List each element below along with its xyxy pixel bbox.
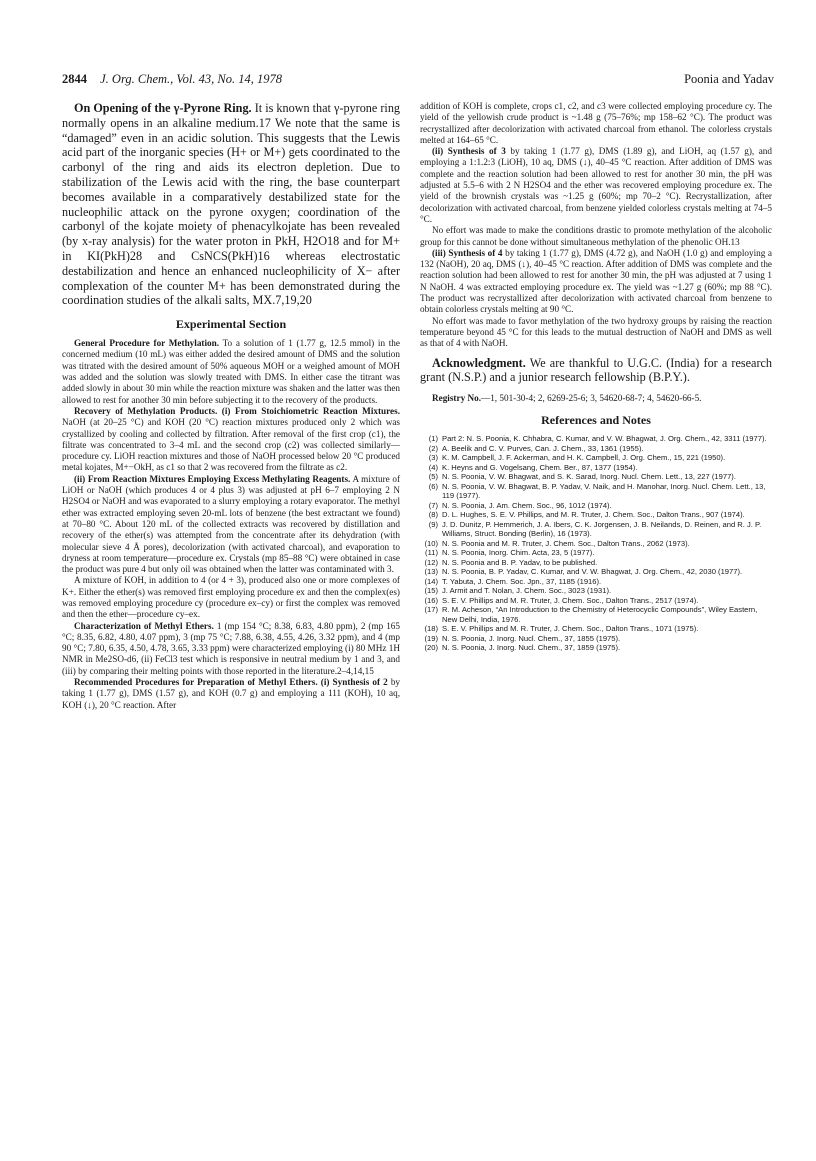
reference-item (420, 520, 772, 539)
reference-number: (13) (424, 567, 438, 577)
recovery-title: Recovery of Methylation Products. (i) From Stoichiometric Reaction Mixtures. (74, 405, 400, 416)
reference-number: (20) (424, 643, 438, 653)
reference-text: N. S. Poonia, Inorg. Chim. Acta, 23, 5 (1977). (442, 548, 595, 558)
reference-number: (6) (428, 481, 438, 491)
general-text: To a solution of 1 (1.77 g, 12.5 mmol) in the concerned medium (10 mL) was either added the desired amount of DMS and the solution was titrated with the desired amount of 50% aqueous MOH or a weighed amount of MOH was added and the solution was slowly treated with DMS. In either case the titrant was added slowly in about 30 min while the reaction mixture was shaken and the latter was then allowed to rest for another 30 min before subjecting it to the recovery of the products. (62, 338, 400, 405)
reference-text: N. S. Poonia, J. Inorg. Nucl. Chem., 37, 1859 (1975). (442, 643, 621, 653)
reference-item (420, 567, 772, 577)
pyrone-paragraph (62, 101, 400, 308)
reference-number: (8) (428, 510, 438, 520)
registry-paragraph (420, 393, 772, 404)
reference-text: D. L. Hughes, S. E. V. Phillips, and M. R. Truter, J. Chem. Soc., Dalton Trans., 907 (1974). (442, 510, 745, 520)
reference-number: (1) (428, 434, 438, 444)
reference-text: N. S. Poonia and B. P. Yadav, to be published. (442, 557, 598, 567)
reference-number: (18) (424, 624, 438, 634)
reference-item (420, 434, 772, 444)
page-header (62, 72, 774, 88)
no-effort-paragraph-2: No effort was made to favor methylation of the two hydroxy groups by raising the reaction temperature beyond 45 °C for this leads to the mutual destruction of NaOH and DMS as well as that of 4 with NaOH. (420, 315, 772, 349)
reference-item (420, 643, 772, 653)
synthesis-3-paragraph (420, 146, 772, 225)
reference-text: J. D. Dunitz, P. Hemmerich, J. A. Ibers, C. K. Jorgensen, J. B. Neilands, D. Reinen, and R. J. P. Williams, Struct. Bonding (Berlin), 16 (1973). (442, 519, 762, 539)
reference-number: (2) (428, 443, 438, 453)
header-left (62, 72, 282, 87)
acknowledgment-title: Acknowledgment. (432, 355, 526, 370)
references-list (420, 434, 772, 653)
reference-text: A. Beelik and C. V. Purves, Can. J. Chem., 33, 1361 (1955). (442, 443, 644, 453)
synthesis-3-text: by taking 1 (1.77 g), DMS (1.89 g), and LiOH, aq (1.57 g), and employing a 1:1.2:3 (LiOH), 10 aq, DMS (↓), 40–45 °C reaction. After addition of DMS was complete and the reaction solution had been allowed to rest for another 30 min, the pH was adjusted at 5.5–6 with 2 N H2SO4 and the ether was recovered employing procedure ex. The yield of the brownish crystals was ~1.25 g (60%; mp 70–2 °C). Recrystallization, after decolorization with activated charcoal, from benzene yielded colorless crystals melting at 74–5 °C. (420, 146, 772, 224)
reference-item (420, 501, 772, 511)
recovery-paragraph (62, 406, 400, 474)
reference-item (420, 548, 772, 558)
reference-text: N. S. Poonia, V. W. Bhagwat, B. P. Yadav, V. Naik, and H. Manohar, Inorg. Nucl. Chem. Lett., 13, 119 (1977). (442, 481, 766, 501)
reference-text: N. S. Poonia, V. W. Bhagwat, and S. K. Sarad, Inorg. Nucl. Chem. Lett., 13, 227 (1977). (442, 472, 736, 482)
reference-number: (15) (424, 586, 438, 596)
reference-number: (16) (424, 595, 438, 605)
reference-item (420, 605, 772, 624)
synthesis-4-title: (iii) Synthesis of 4 (432, 247, 503, 258)
characterization-paragraph (62, 621, 400, 677)
excess-text: A mixture of LiOH or NaOH (which produces 4 or 4 plus 3) was adjusted at pH 6–7 employing 2 N H2SO4 or NaOH and was evaporated to a slurry employing a rotary evaporator. The methyl ether was extracted employing seven 20-mL lots of benzene (the best extractant we found) at 70–80 °C. About 120 mL of the collected extracts was recovered by distillation and recovery of the ether(s) was attempted from the concentrate after its dehydration (with molecular sieve 4 Å pores), decolorization (with activated charcoal), and evaporation to dryness at room temperature—procedure ex. Crystals (mp 85–88 °C) were obtained in case the product was pure 4 but only oil was obtained when the latter was contaminated with 3. (62, 473, 401, 575)
reference-number: (9) (428, 519, 438, 529)
no-effort-paragraph-1: No effort was made to make the conditions drastic to promote methylation of the alcoholic group for this cannot be done without simultaneous methylation of the phenolic OH.13 (420, 225, 772, 247)
registry-text: —1, 501-30-4; 2, 6269-25-6; 3, 54620-68-7; 4, 54620-66-5. (481, 393, 702, 404)
acknowledgment-paragraph (420, 356, 772, 386)
reference-item (420, 510, 772, 520)
reference-number: (10) (424, 538, 438, 548)
reference-text: J. Armit and T. Nolan, J. Chem. Soc., 3023 (1931). (442, 586, 612, 596)
reference-text: S. E. V. Phillips and M. R. Truter, J. Chem. Soc., Dalton Trans., 1071 (1975). (442, 624, 699, 634)
reference-text: K. Heyns and G. Vogelsang, Chem. Ber., 87, 1377 (1954). (442, 462, 638, 472)
reference-text: S. E. V. Phillips and M. R. Truter, J. Chem. Soc., Dalton Trans., 2517 (1974). (442, 595, 699, 605)
reference-number: (4) (428, 462, 438, 472)
recommended-title: Recommended Procedures for Preparation of Methyl Ethers. (i) Synthesis of 2 (74, 677, 388, 688)
experimental-heading: Experimental Section (175, 317, 287, 332)
reference-text: K. M. Campbell, J. F. Ackerman, and H. K. Campbell, J. Org. Chem., 15, 221 (1950). (442, 453, 726, 463)
koh-paragraph: A mixture of KOH, in addition to 4 (or 4 + 3), produced also one or more complexes of K+. Either the ether(s) was removed first employing procedure ex and then the complex(es) was removed employing procedure cy (procedure ex–cy) or first the complex was removed and then the ether—procedure cy–ex. (62, 575, 400, 620)
reference-item (420, 634, 772, 644)
page-number: 2844 (62, 72, 87, 86)
general-paragraph (62, 338, 400, 406)
reference-number: (7) (428, 500, 438, 510)
synthesis-3-title: (ii) Synthesis of 3 (432, 146, 506, 157)
reference-item (420, 577, 772, 587)
excess-paragraph (62, 474, 400, 576)
reference-item (420, 472, 772, 482)
pyrone-text: It is known that γ-pyrone ring normally opens in an alkaline medium.17 We note that the same is “damaged” even in an acidic solution. This suggests that the Lewis acid part of the inorganic species (H+ or M+) gets coordinated to the carbonyl of the ring and aids its electron depletion. Due to stabilization of the Lewis acid with the ring, the base counterpart becomes available in a comparatively destabilized state for the nucleophilic attack on the pyrone oxygen; coordination of the carbonyl of the kojate moiety of phenacylkojate has been revealed (by x-ray analysis) for the water proton in PkH, H2O18 and for M+ in KI(PkH)28 and CsNCS(PkH)16 whereas electrostatic destabilization and hence an enhanced nucleophilicity of X− after complexation of the counter M+ has been demonstrated during the coordination studies of the alkali salts, MX.7,19,20 (62, 101, 401, 308)
synthesis-4-text: by taking 1 (1.77 g), DMS (4.72 g), and NaOH (1.0 g) and employing a 132 (NaOH), 20 aq, DMS (↓), 40–45 °C reaction. After addition of DMS was complete and the reaction solution had been allowed to rest for another 30 min, the pH was adjusted at 7 using 1 N NaOH. 4 was extracted employing procedure ex. The yield was ~1.27 g (60%; mp 88 °C). The product was recrystallized after decolorization with activated charcoal from benzene to obtain colorless crystals melting at 90 °C. (420, 247, 773, 315)
reference-text: Part 2: N. S. Poonia, K. Chhabra, C. Kumar, and V. W. Bhagwat, J. Org. Chem., 42, 3311 (1977). (442, 434, 767, 444)
reference-text: R. M. Acheson, “An Introduction to the Chemistry of Heterocyclic Compounds”, Wiley Eastern, New Delhi, India, 1976. (442, 605, 758, 624)
characterization-title: Characterization of Methyl Ethers. (74, 620, 214, 631)
right-column (420, 101, 772, 653)
recommended-text: by taking 1 (1.77 g), DMS (1.57 g), and KOH (0.7 g) and employing a 111 (KOH), 10 aq, KOH (↓), 20 °C reaction. After (62, 677, 400, 710)
reference-number: (11) (425, 548, 438, 558)
reference-item (420, 482, 772, 501)
pyrone-title: On Opening of the γ-Pyrone Ring. (74, 101, 252, 115)
reference-text: N. S. Poonia, B. P. Yadav, C. Kumar, and V. W. Bhagwat, J. Org. Chem., 42, 2030 (1977). (442, 567, 743, 577)
references-heading: References and Notes (541, 413, 651, 428)
reference-item (420, 463, 772, 473)
excess-title: (ii) From Reaction Mixtures Employing Excess Methylating Reagents. (74, 473, 351, 484)
recovery-text: NaOH (at 20–25 °C) and KOH (20 °C) reaction mixtures produced only 2 which was crystallized by cooling and collected by filtration. After removal of the first crop (c1), the filtrate was concentrated to 3–4 mL and the second crop (c2) was collected similarly—procedure cy. LiOH reaction mixtures and those of NaOH processed below 20 °C produced metal kojates, M+−OkH, as c1 so that 2 was recovered from the filtrate as c2. (62, 417, 400, 473)
acknowledgment-text: We are thankful to U.G.C. (India) for a research grant (N.S.P.) and a junior research fellowship (B.P.Y.). (420, 355, 773, 385)
reference-text: N. S. Poonia, J. Inorg. Nucl. Chem., 37, 1855 (1975). (442, 633, 621, 643)
journal-citation: J. Org. Chem., Vol. 43, No. 14, 1978 (100, 72, 282, 86)
reference-item (420, 539, 772, 549)
left-column (62, 101, 400, 711)
reference-item (420, 444, 772, 454)
reference-number: (14) (424, 576, 438, 586)
reference-item (420, 558, 772, 568)
reference-item (420, 586, 772, 596)
reference-item (420, 596, 772, 606)
reference-number: (12) (424, 557, 438, 567)
reference-number: (3) (428, 453, 438, 463)
reference-number: (5) (428, 472, 438, 482)
reference-text: T. Yabuta, J. Chem. Soc. Jpn., 37, 1185 (1916). (442, 576, 602, 586)
reference-item (420, 624, 772, 634)
registry-title: Registry No. (432, 393, 481, 404)
characterization-text: 1 (mp 154 °C; 8.38, 6.83, 4.80 ppm), 2 (mp 165 °C; 8.35, 6.82, 4.80, 4.07 ppm), 3 (mp 75 °C; 7.88, 6.38, 4.55, 4.26, 3.32 ppm), and 4 (mp 90 °C; 7.80, 6.35, 4.50, 4.78, 3.65, 3.33 ppm) were characterized employing (i) 80 MHz 1H NMR in Me2SO-d6, (ii) FeCl3 test which is responsive in neutral medium by 1 and 3, and (iii) by comparing their melting points with those reported in the literature.2–4,14,15 (62, 620, 400, 676)
reference-number: (19) (424, 633, 438, 643)
continued-paragraph: addition of KOH is complete, crops c1, c2, and c3 were collected employing procedure cy. The yield of the yellowish crude product is ~1.48 g (75–76%; mp 158–62 °C). The product was recrystallized after decolorization with activated charcoal from ethanol. The colorless crystals melted at 164–65 °C. (420, 101, 772, 145)
synthesis-4-paragraph (420, 248, 772, 316)
reference-text: N. S. Poonia and M. R. Truter, J. Chem. Soc., Dalton Trans., 2062 (1973). (442, 538, 690, 548)
general-title: General Procedure for Methylation. (74, 338, 220, 349)
reference-text: N. S. Poonia, J. Am. Chem. Soc., 96, 1012 (1974). (442, 500, 612, 510)
reference-item (420, 453, 772, 463)
recommended-paragraph (62, 677, 400, 711)
running-authors: Poonia and Yadav (684, 72, 774, 86)
reference-number: (17) (424, 605, 438, 615)
